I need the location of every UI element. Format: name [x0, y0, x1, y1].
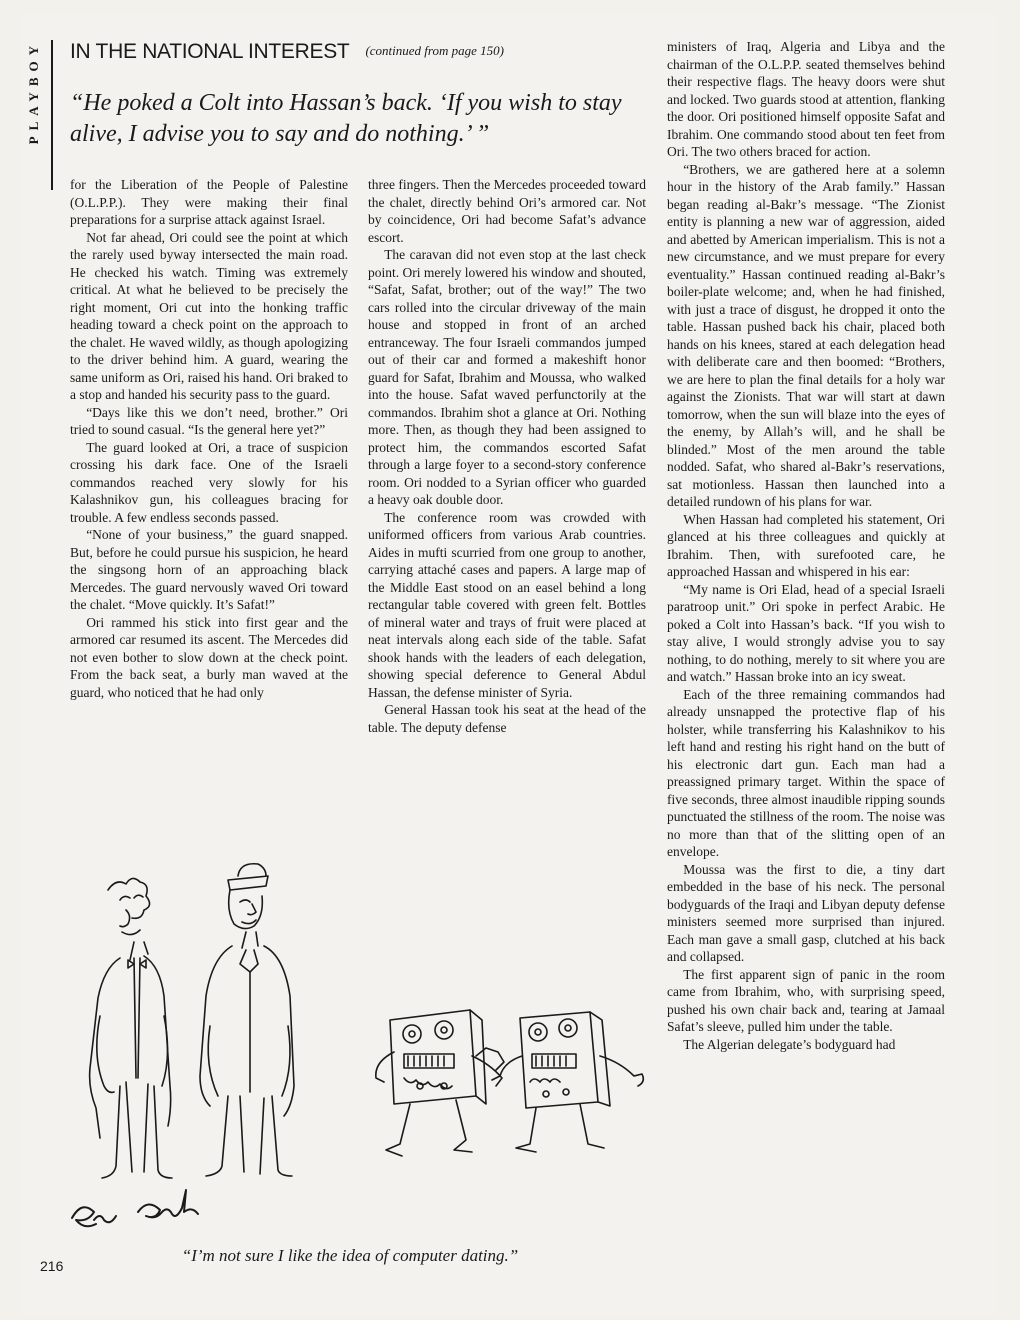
paragraph: When Hassan had completed his statement, Ori glanced at his three colleagues and quickly at Ibrahim. Then, with surefooted care, he approached Hassan and whispered in his ear: [667, 511, 945, 579]
paragraph: Each of the three remaining commandos had already unsnapped the protective flap of his holster, while transferring his Kalashnikov to his left hand and resting his right hand on the butt of his electronic dart gun. Each man had a preassigned primary target. Within the space of five seconds, three almost inaudible ripping sounds punctuated the stillness of the room. The noise was no more than that of the slitting open of an envelope. [667, 686, 945, 859]
paragraph: “None of your business,” the guard snapped. But, before he could pursue his suspicion, he heard the singsong horn of an approaching black Mercedes. The guard nervously waved Ori toward the chalet. “Move quickly. It’s Safat!” [70, 527, 348, 612]
spine-divider [51, 40, 53, 190]
spine-masthead [22, 40, 46, 190]
text-column-3 [667, 38, 945, 1053]
text-column-2 [368, 176, 646, 736]
artist-signature [72, 1190, 198, 1226]
cartoon-computer-left [376, 1010, 504, 1156]
magazine-name: PLAYBOY [26, 40, 41, 145]
paragraph: ministers of Iraq, Algeria and Libya and the chairman of the O.L.P.P. seated themselves behind their respective flags. The heavy doors were shut and locked. Two guards stood at attention, flanking the door. Ori positioned himself opposite Safat and Ibrahim. One commando stood about ten feet from Ori. The two others braced for action. [667, 39, 945, 159]
paragraph: Not far ahead, Ori could see the point at which the rarely used byway intersected the main road. He checked his watch. Timing was extremely critical. At what he believed to be precisely the right moment, Ori cut into the honking traffic heading toward a check point on the approach to the chalet. He waved wildly, as though apologizing to the driver behind him. A guard, wearing the same uniform as Ori, raised his hand. Ori braked to a stop and handed his security pass to the guard. [70, 229, 348, 402]
paragraph: The first apparent sign of panic in the room came from Ibrahim, who, with surprising speed, pushed his own chair back and, tearing at Jamaal Safat’s sleeve, pulled him under the table. [667, 966, 945, 1034]
page-number: 216 [40, 1258, 64, 1274]
paragraph: Ori rammed his stick into first gear and the armored car resumed its ascent. The Mercedes did not even bother to slow down at the check point. From the back seat, a burly man waved at the guard, who noticed that he had only [70, 614, 348, 700]
paragraph: General Hassan took his seat at the head of the table. The deputy defense [368, 702, 646, 735]
paragraph: The guard looked at Ori, a trace of suspicion crossing his dark face. One of the Israeli commandos reached very slowly for his Kalashnikov gun, his colleagues bracing for trouble. A few endless seconds passed. [70, 439, 348, 525]
continued-note: (continued from page 150) [365, 43, 504, 58]
paragraph: The conference room was crowded with uniformed officers from various Arab countries. Aides in mufti scurried from one group to another, carrying attaché cases and papers. A large map of the Middle East stood on an easel behind a long rectangular table covered with green felt. Bottles of mineral water and trays of fruit were placed at neat intervals along each side of the table. Safat shook hands with the leaders of each delegation, showing special deference to General Abdul Hassan, the defense minister of Syria. [368, 509, 646, 700]
cartoon-computer-right [492, 1012, 643, 1152]
section-title: IN THE NATIONAL INTEREST [70, 40, 350, 63]
paragraph: “Brothers, we are gathered here at a solemn hour in the history of the Arab family.” Hassan began reading al-Bakr’s message. “The Zionist entity is planning a new war of aggression, aided and abetted by American imperialism. This is not a new circumstance, and we must prepare for every eventuality.” Hassan continued reading al-Bakr’s boiler-plate welcome; and, when he had finished, with just a trace of disgust, he dropped it onto the table. Hassan pushed back his chair, placed both hands on his knees, stared at each delegation head with deliberate care and then boomed: “Brothers, we are here to plan the final details for a holy war against the Zionists. That war will start at dawn tomorrow, when the sun will blaze into the eyes of the enemy, by Allah’s will, and he shall be blinded.” Most of the men around the table nodded. Safat, who shared al-Bakr’s reservations, sat motionless. Hassan then launched into a detailed rundown of his plans for war. [667, 161, 945, 509]
text-column-1 [70, 176, 348, 701]
article-header [70, 40, 650, 64]
pull-quote: “He poked a Colt into Hassan’s back. ‘If you wish to stay alive, I advise you to say and do nothing.’ ” [70, 90, 622, 147]
paragraph: “Days like this we don’t need, brother.” Ori tried to sound casual. “Is the general here yet?” [70, 404, 348, 437]
paragraph: three fingers. Then the Mercedes proceeded toward the chalet, directly behind Ori’s armored car. Not by coincidence, Ori had become Safat’s advance escort. [368, 177, 646, 245]
cartoon-illustration [60, 846, 650, 1246]
paragraph: for the Liberation of the People of Palestine (O.L.P.P.). They were making their final preparations for a surprise attack against Israel. [70, 177, 348, 227]
paragraph: Moussa was the first to die, a tiny dart embedded in the base of his neck. The personal bodyguards of the Iraqi and Libyan deputy defense ministers seemed more surprised than injured. Each man gave a small gasp, clutched at his back and collapsed. [667, 861, 945, 964]
paragraph: “My name is Ori Elad, head of a special Israeli paratroop unit.” Ori spoke in perfect Arabic. He poked a Colt into Hassan’s back. “If you wish to stay alive, I would strongly advise you to say nothing, to do nothing, merely to sit where you are and watch.” Hassan broke into an icy sweat. [667, 581, 945, 684]
cartoon-caption: “I’m not sure I like the idea of computer dating.” [181, 1246, 519, 1265]
paragraph: The Algerian delegate’s bodyguard had [683, 1036, 896, 1052]
paragraph: The caravan did not even stop at the last check point. Ori merely lowered his window and shouted, “Safat, Safat, brother; out of the way!” The two cars rolled into the circular driveway of the main house and stopped in front of an arched entranceway. The four Israeli commandos jumped out of their car and formed a makeshift honor guard for Safat, Ibrahim and Moussa, who walked into the house. Safat waved perfunctorily at the commandos. Ibrahim shot a glance at Ori. Nothing more. Then, as though they had been assigned to protect him, the commandos escorted Safat through a large foyer to a second-story conference room. Ori nodded to a Syrian officer who guarded a heavy oak double door. [368, 247, 646, 507]
cartoon-man-right [200, 864, 294, 1176]
cartoon-man-left [90, 878, 172, 1178]
